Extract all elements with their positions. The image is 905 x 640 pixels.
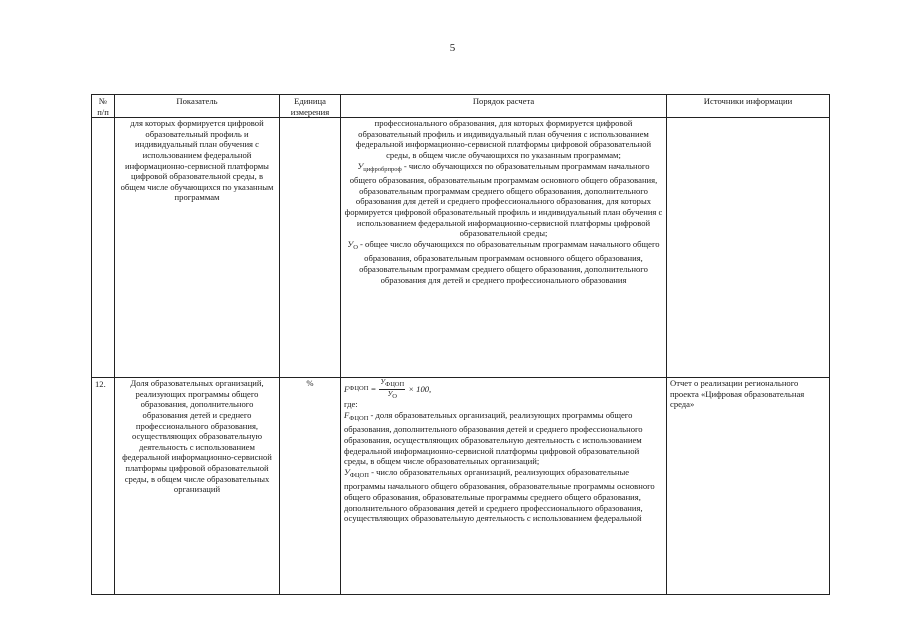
definition-text: - общее число обучающихся по образовательным программам начального общего образования, образовательным программам основного общего образования, образовательным программам среднего общего образования, дополнительного образования для детей и среднего профессионального образования: [357, 238, 660, 285]
calc-def-2: [344, 239, 663, 285]
definition-text: - число обучающихся по образовательным программам начального общего образования, образовательным программам основного общего образования, образовательным программам среднего общего образования, дополнительного образования для детей и среднего профессионального образования, для которых формируется цифровой образовательный профиль и индивидуальный план обучения с использованием федеральной информационно-сервисной платформы цифровой образовательной среды;: [344, 160, 663, 239]
formula-lhs-subscript: ФЦОП: [349, 384, 369, 392]
calc-def-1: [344, 410, 663, 467]
cell-num: 12.: [92, 378, 115, 595]
formula-rhs: × 100,: [408, 383, 432, 394]
table-row: [92, 378, 830, 595]
header-calc: Порядок расчета: [341, 95, 667, 118]
symbol: F: [344, 409, 350, 420]
calc-intro: профессионального образования, для которых формируется цифровой образовательный профиль и индивидуальный план обучения с использованием федеральной информационно-сервисной платформы цифровой образовательной среды, в общем числе обучающихся по указанным программам;: [355, 118, 652, 160]
cell-unit: %: [280, 378, 341, 595]
cell-indicator: Доля образовательных организаций, реализующих программы общего образования, дополнительного образования детей и среднего профессионального образования, осуществляющих образовательную деятельность с использованием федеральной информационно-сервисной платформы цифровой образовательной среды, в общем числе образовательных организаций: [115, 378, 280, 595]
fraction-numerator: УФЦОП: [380, 377, 405, 388]
symbol-subscript: О: [353, 243, 358, 251]
header-sources: Источники информации: [667, 95, 830, 118]
header-num: № п/п: [92, 95, 115, 118]
formula: [344, 379, 663, 399]
definition-text: - доля образовательных организаций, реализующих программы общего образования, дополнительного образования детей и среднего профессионального образования, осуществляющих образовательную деятельность с использованием федеральной информационно-сервисной платформы цифровой образовательной среды, в общем числе образовательных организаций;: [344, 409, 643, 467]
formula-fraction: [379, 378, 405, 401]
symbol: У: [344, 466, 350, 477]
calc-def-2: [344, 467, 663, 524]
formula-lhs: F: [344, 383, 350, 394]
cell-num: [92, 118, 115, 378]
cell-unit: [280, 118, 341, 378]
cell-indicator: для которых формируется цифровой образовательный профиль и индивидуальный план обучения с использованием федеральной информационно-сервисной платформы цифровой образовательной среды, в общем числе обучающихся по указанным программам: [115, 118, 280, 378]
symbol-subscript: ФЦОП: [349, 471, 369, 479]
fraction-denominator: УО: [387, 389, 397, 400]
symbol-subscript: ФЦОП: [349, 414, 369, 422]
indicators-table: [91, 94, 830, 595]
equals-sign: =: [368, 383, 377, 394]
calc-def-1: [344, 161, 663, 239]
cell-calc: [341, 378, 667, 595]
header-unit: Единица измерения: [280, 95, 341, 118]
symbol-subscript: цифробрпроф: [363, 165, 402, 173]
table-header-row: [92, 95, 830, 118]
cell-sources: [667, 118, 830, 378]
where-label: где:: [344, 399, 358, 410]
page-number: 5: [449, 42, 456, 54]
symbol: У: [347, 238, 354, 249]
header-indicator: Показатель: [115, 95, 280, 118]
cell-sources: Отчет о реализации регионального проекта «Цифровая образовательная среда»: [667, 378, 830, 595]
cell-calc: [341, 118, 667, 378]
table-row: [92, 118, 830, 378]
definition-text: - число образовательных организаций, реализующих образовательные программы начального общего образования, образовательные программы основного общего образования, образовательные программы среднего общего образования, дополнительного образования детей и среднего профессионального образования, осуществляющих образовательную деятельность с использованием федеральной: [344, 466, 655, 524]
symbol: У: [357, 160, 364, 171]
